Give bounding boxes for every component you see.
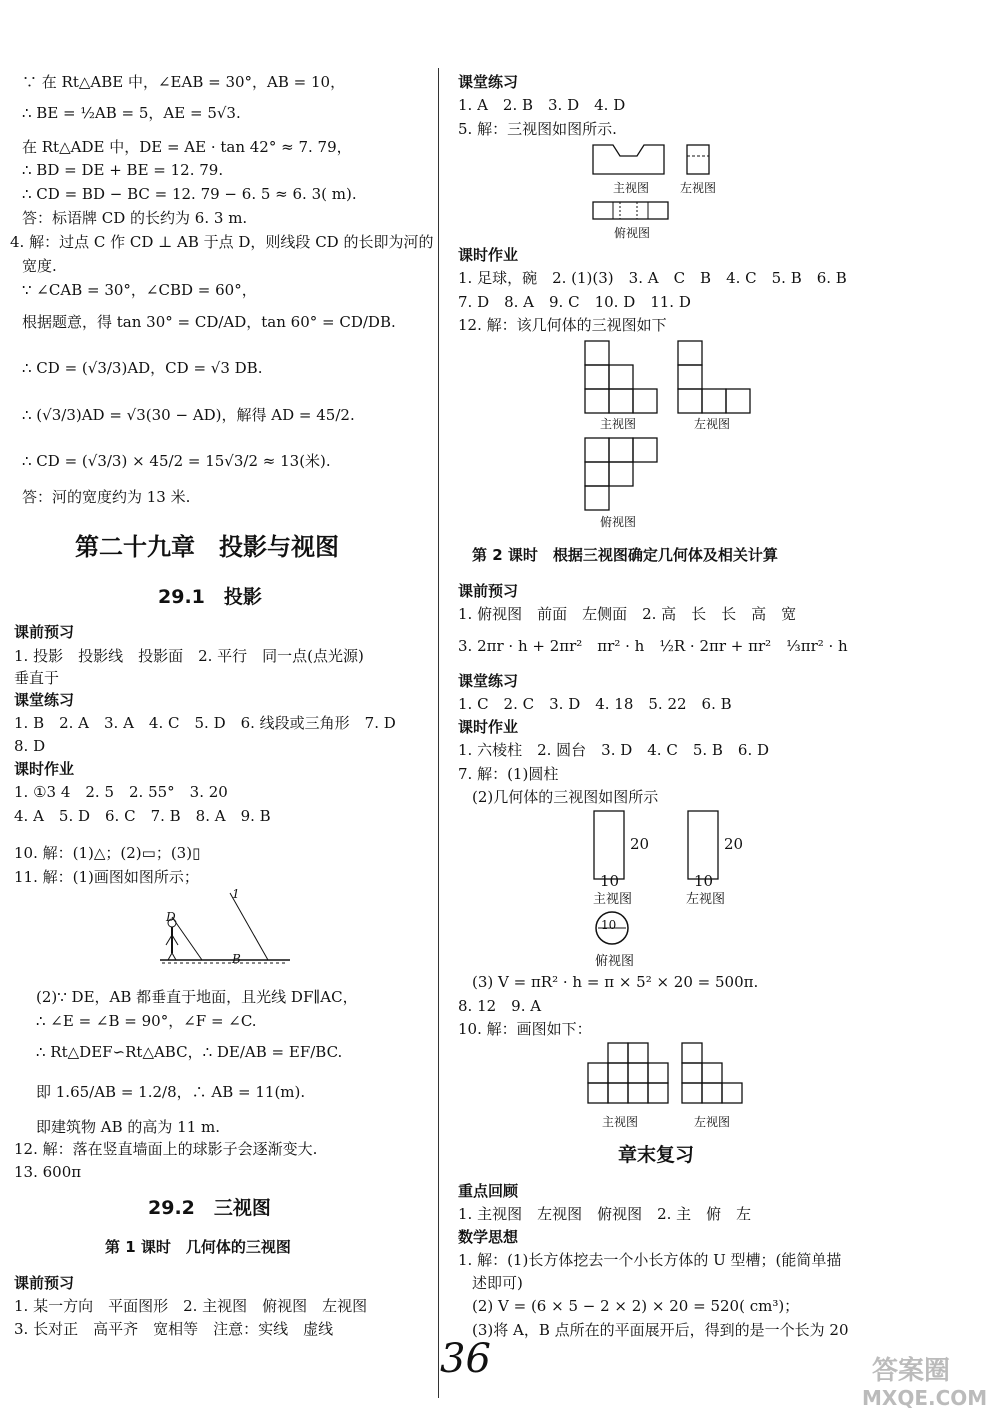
text-line: 1. ①3 4 2. 5 2. 55° 3. 20	[14, 783, 228, 801]
text-line: 答：标语牌 CD 的长约为 6. 3 m.	[22, 209, 248, 227]
heading-preview: 课前预习	[14, 623, 75, 641]
text-line: 7. D 8. A 9. C 10. D 11. D	[458, 293, 691, 311]
text-line: 1. 投影 投影线 投影面 2. 平行 同一点(点光源)	[14, 647, 364, 665]
chapter-title: 第二十九章 投影与视图	[75, 533, 339, 561]
caption-top-view: 俯视图	[614, 226, 651, 240]
caption-main-view: 主视图	[613, 181, 650, 195]
text-line: 1. A 2. B 3. D 4. D	[458, 96, 626, 114]
shadow-figure	[150, 885, 300, 975]
caption-main-view: 主视图	[600, 417, 637, 431]
text-line: ∴ CD = BD − BC = 12. 79 − 6. 5 ≈ 6. 3( m).	[22, 185, 357, 203]
circle-dimension: 10	[601, 918, 617, 932]
text-line: 垂直于	[14, 669, 60, 687]
heading-key: 重点回顾	[458, 1182, 519, 1200]
watermark-logo: 答案圈	[872, 1356, 951, 1386]
heading-preview: 课前预习	[458, 582, 519, 600]
section-title: 29.2 三视图	[148, 1197, 271, 1219]
text-line: 8. 12 9. A	[458, 997, 542, 1015]
caption-left-view: 左视图	[694, 1115, 731, 1129]
text-line: 10. 解：画图如下：	[458, 1020, 592, 1038]
text-line: 3. 长对正 高平齐 宽相等 注意：实线 虚线	[14, 1320, 334, 1338]
text-line: (3) V = πR² · h = π × 5² × 20 = 500π.	[472, 973, 759, 991]
text-line: 在 Rt△ADE 中，DE = AE · tan 42° ≈ 7. 79，	[22, 138, 352, 156]
fig-label-one: 1	[232, 887, 240, 901]
text-line: 1. C 2. C 3. D 4. 18 5. 22 6. B	[458, 695, 732, 713]
text-line: 7. 解：(1)圆柱	[458, 765, 559, 783]
text-line: 根据题意，得 tan 30° = CD/AD，tan 60° = CD/DB.	[22, 313, 396, 331]
text-line: 5. 解：三视图如图所示.	[458, 120, 617, 138]
section-title: 章末复习	[618, 1144, 695, 1166]
text-line: 1. 某一方向 平面图形 2. 主视图 俯视图 左视图	[14, 1297, 368, 1315]
text-line: 1. 足球，碗 2. (1)(3) 3. A C B 4. C 5. B 6. B	[458, 269, 847, 287]
caption-left-view: 左视图	[680, 181, 717, 195]
lesson-title: 第 1 课时 几何体的三视图	[105, 1238, 291, 1256]
fig-label-d: D	[166, 910, 176, 924]
fig-label-b: B	[232, 952, 241, 966]
text-line: 即建筑物 AB 的高为 11 m.	[36, 1118, 221, 1136]
text-line: (3)将 A，B 点所在的平面展开后，得到的是一个长为 20	[472, 1321, 849, 1339]
heading-homework: 课时作业	[14, 760, 75, 778]
caption-left-view: 左视图	[686, 892, 726, 907]
text-line: 1. 六棱柱 2. 圆台 3. D 4. C 5. B 6. D	[458, 741, 770, 759]
caption-main-view: 主视图	[593, 892, 633, 907]
text-line: ∴ ∠E = ∠B = 90°，∠F = ∠C.	[36, 1012, 257, 1030]
heading-class: 课堂练习	[458, 73, 519, 91]
heading-homework: 课时作业	[458, 718, 519, 736]
caption-left-view: 左视图	[694, 417, 731, 431]
watermark-url: MXQE.COM	[862, 1386, 988, 1410]
text-line: 述即可)	[472, 1274, 523, 1292]
text-line: (2)∵ DE，AB 都垂直于地面，且光线 DF∥AC，	[36, 988, 358, 1006]
heading-class: 课堂练习	[458, 672, 519, 690]
caption-top-view: 俯视图	[595, 954, 635, 969]
text-line: 13. 600π	[14, 1163, 82, 1181]
text-line: 10. 解：(1)△；(2)▭；(3)▯	[14, 844, 201, 862]
text-line: 3. 2πr · h + 2πr² πr² · h ½R · 2πr + πr² ⅓πr² · h	[458, 637, 848, 655]
heading-class: 课堂练习	[14, 691, 75, 709]
caption-main-view: 主视图	[602, 1115, 639, 1129]
dimension-label: 10	[694, 872, 714, 890]
text-line: 12. 解：落在竖直墙面上的球影子会逐渐变大.	[14, 1140, 318, 1158]
text-line: (2)几何体的三视图如图所示	[472, 788, 659, 806]
text-line: ∴ BE = ½AB = 5，AE = 5√3.	[22, 104, 241, 122]
text-line: ∴ CD = (√3/3) × 45/2 = 15√3/2 ≈ 13(米).	[22, 452, 331, 470]
text-line: 1. 主视图 左视图 俯视图 2. 主 俯 左	[458, 1205, 752, 1223]
text-line: 8. D	[14, 737, 46, 755]
text-line: ∴ CD = (√3/3)AD，CD = √3 DB.	[22, 359, 263, 377]
text-line: ∴ Rt△DEF∽Rt△ABC，∴ DE/AB = EF/BC.	[36, 1043, 343, 1061]
text-line: 11. 解：(1)画图如图所示；	[14, 868, 199, 886]
text-line: 答：河的宽度约为 13 米.	[22, 488, 191, 506]
lesson-title: 第 2 课时 根据三视图确定几何体及相关计算	[472, 546, 778, 564]
text-line: 即 1.65/AB = 1.2/8，∴ AB = 11(m).	[36, 1083, 306, 1101]
column-divider	[438, 68, 439, 1398]
text-line: ∴ (√3/3)AD = √3(30 − AD)，解得 AD = 45/2.	[22, 406, 355, 424]
caption-top-view: 俯视图	[600, 515, 637, 529]
text-line: ∵ ∠CAB = 30°，∠CBD = 60°，	[22, 281, 257, 299]
text-line: 12. 解：该几何体的三视图如下	[458, 316, 667, 334]
heading-math: 数学思想	[458, 1228, 519, 1246]
dimension-label: 20	[724, 835, 744, 853]
text-line: ∴ BD = DE + BE = 12. 79.	[22, 161, 224, 179]
text-line: 宽度.	[22, 257, 57, 275]
text-line: 1. 俯视图 前面 左侧面 2. 高 长 长 高 宽	[458, 605, 797, 623]
text-line: (2) V = (6 × 5 − 2 × 2) × 20 = 520( cm³)；	[472, 1297, 800, 1315]
text-line: 1. 解：(1)长方体挖去一个小长方体的 U 型槽；(能简单描	[458, 1251, 842, 1269]
page-number: 36	[440, 1336, 491, 1382]
text-line: 1. B 2. A 3. A 4. C 5. D 6. 线段或三角形 7. D	[14, 714, 396, 732]
grid-views-figure	[584, 1040, 754, 1115]
text-line: 4. A 5. D 6. C 7. B 8. A 9. B	[14, 807, 271, 825]
dimension-label: 10	[600, 872, 620, 890]
dimension-label: 20	[630, 835, 650, 853]
text-line: 4. 解：过点 C 作 CD ⊥ AB 于点 D，则线段 CD 的长即为河的	[10, 233, 434, 251]
heading-homework: 课时作业	[458, 246, 519, 264]
text-line: ∵ 在 Rt△ABE 中，∠EAB = 30°，AB = 10，	[22, 73, 346, 91]
heading-preview: 课前预习	[14, 1274, 75, 1292]
section-title: 29.1 投影	[158, 586, 262, 608]
